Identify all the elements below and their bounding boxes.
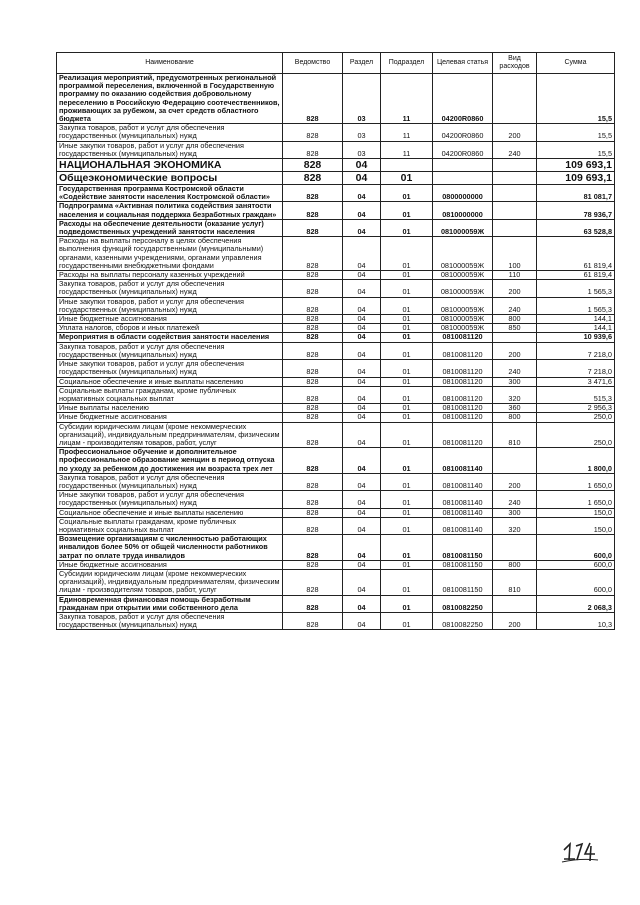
budget-table xyxy=(56,52,615,630)
cell-podrazdel: 01 xyxy=(381,595,433,612)
cell-vr xyxy=(493,595,537,612)
header-podrazdel: Подраздел xyxy=(381,53,433,74)
cell-podrazdel: 01 xyxy=(381,297,433,314)
cell-name: Расходы на выплаты персоналу в целях обеспечения выполнения функций государственными (муниципальными) органами, казенными учреждениями, органами управления государственными внебюджетными фондами xyxy=(57,237,283,271)
cell-vedomstvo: 828 xyxy=(283,560,343,569)
cell-name: Реализация мероприятий, предусмотренных региональной программой переселения, включенной в Государственную программу по оказанию содействия добровольному переселению в Российскую Федерацию соотечественников, проживающих за рубежом, за счет средств областного бюджета xyxy=(57,74,283,124)
table-row xyxy=(57,172,615,185)
cell-podrazdel: 01 xyxy=(381,172,433,185)
cell-csr: 081000059Ж xyxy=(433,297,493,314)
cell-podrazdel: 01 xyxy=(381,413,433,422)
cell-summa: 600,0 xyxy=(537,560,615,569)
cell-podrazdel: 01 xyxy=(381,185,433,202)
cell-summa: 10 939,6 xyxy=(537,333,615,342)
cell-vedomstvo: 828 xyxy=(283,360,343,377)
budget-table-page xyxy=(56,52,614,630)
cell-csr: 0810081150 xyxy=(433,569,493,595)
table-row xyxy=(57,386,615,403)
header-summa: Сумма xyxy=(537,53,615,74)
cell-name: Иные закупки товаров, работ и услуг для обеспечения государственных (муниципальных) нужд xyxy=(57,297,283,314)
cell-csr: 0810081140 xyxy=(433,508,493,517)
cell-csr: 0810081120 xyxy=(433,377,493,386)
cell-razdel: 04 xyxy=(343,172,381,185)
cell-vedomstvo: 828 xyxy=(283,448,343,474)
cell-summa: 1 650,0 xyxy=(537,491,615,508)
table-row xyxy=(57,569,615,595)
cell-name: Социальные выплаты гражданам, кроме публичных нормативных социальных выплат xyxy=(57,517,283,534)
cell-name: Закупка товаров, работ и услуг для обеспечения государственных (муниципальных) нужд xyxy=(57,612,283,629)
cell-razdel: 04 xyxy=(343,508,381,517)
cell-vr: 800 xyxy=(493,315,537,324)
cell-podrazdel: 01 xyxy=(381,560,433,569)
table-body xyxy=(57,74,615,630)
cell-summa: 109 693,1 xyxy=(537,159,615,172)
cell-podrazdel: 01 xyxy=(381,315,433,324)
cell-name: Социальное обеспечение и иные выплаты населению xyxy=(57,377,283,386)
table-row xyxy=(57,159,615,172)
cell-summa: 7 218,0 xyxy=(537,342,615,359)
cell-vedomstvo: 828 xyxy=(283,413,343,422)
cell-csr: 0810081120 xyxy=(433,360,493,377)
cell-podrazdel: 01 xyxy=(381,202,433,219)
cell-name: Закупка товаров, работ и услуг для обеспечения государственных (муниципальных) нужд xyxy=(57,280,283,297)
cell-vedomstvo: 828 xyxy=(283,280,343,297)
cell-csr: 0810081120 xyxy=(433,386,493,403)
table-row xyxy=(57,360,615,377)
cell-name: Иные бюджетные ассигнования xyxy=(57,413,283,422)
table-row xyxy=(57,491,615,508)
cell-csr: 0810081120 xyxy=(433,413,493,422)
cell-podrazdel: 11 xyxy=(381,124,433,141)
cell-vedomstvo: 828 xyxy=(283,342,343,359)
table-row xyxy=(57,333,615,342)
cell-podrazdel: 01 xyxy=(381,491,433,508)
cell-csr: 04200R0860 xyxy=(433,74,493,124)
cell-name: Иные закупки товаров, работ и услуг для обеспечения государственных (муниципальных) нужд xyxy=(57,491,283,508)
cell-vr xyxy=(493,535,537,561)
cell-podrazdel: 01 xyxy=(381,342,433,359)
cell-razdel: 04 xyxy=(343,159,381,172)
cell-razdel: 04 xyxy=(343,404,381,413)
cell-vedomstvo: 828 xyxy=(283,297,343,314)
table-row xyxy=(57,508,615,517)
cell-vr: 360 xyxy=(493,404,537,413)
cell-vedomstvo: 828 xyxy=(283,141,343,158)
cell-vr: 320 xyxy=(493,517,537,534)
cell-vr: 200 xyxy=(493,473,537,490)
cell-name: Общеэкономические вопросы xyxy=(57,172,283,185)
cell-vr: 300 xyxy=(493,377,537,386)
cell-razdel: 04 xyxy=(343,185,381,202)
cell-name: Единовременная финансовая помощь безработным гражданам при открытии ими собственного дела xyxy=(57,595,283,612)
cell-razdel: 04 xyxy=(343,473,381,490)
cell-name: Иные бюджетные ассигнования xyxy=(57,560,283,569)
cell-name: Иные закупки товаров, работ и услуг для обеспечения государственных (муниципальных) нужд xyxy=(57,360,283,377)
cell-summa: 600,0 xyxy=(537,569,615,595)
cell-podrazdel: 01 xyxy=(381,535,433,561)
cell-razdel: 03 xyxy=(343,124,381,141)
cell-summa: 144,1 xyxy=(537,315,615,324)
cell-razdel: 04 xyxy=(343,280,381,297)
cell-vr xyxy=(493,185,537,202)
cell-summa: 61 819,4 xyxy=(537,237,615,271)
cell-razdel: 04 xyxy=(343,271,381,280)
cell-summa: 515,3 xyxy=(537,386,615,403)
cell-razdel: 04 xyxy=(343,448,381,474)
cell-csr: 0810082250 xyxy=(433,595,493,612)
cell-csr: 0810082250 xyxy=(433,612,493,629)
cell-vr xyxy=(493,74,537,124)
cell-podrazdel: 01 xyxy=(381,404,433,413)
cell-vedomstvo: 828 xyxy=(283,74,343,124)
cell-razdel: 04 xyxy=(343,569,381,595)
cell-name: Субсидии юридическим лицам (кроме некоммерческих организаций), индивидуальным предпринимателям, физическим лицам - производителям товаров, работ, услуг xyxy=(57,569,283,595)
cell-summa: 1 565,3 xyxy=(537,280,615,297)
cell-summa: 3 471,6 xyxy=(537,377,615,386)
header-razdel: Раздел xyxy=(343,53,381,74)
cell-name: Социальное обеспечение и иные выплаты населению xyxy=(57,508,283,517)
cell-vedomstvo: 828 xyxy=(283,491,343,508)
cell-podrazdel: 01 xyxy=(381,508,433,517)
cell-vr: 800 xyxy=(493,413,537,422)
cell-csr: 0810081150 xyxy=(433,560,493,569)
cell-summa: 15,5 xyxy=(537,141,615,158)
table-row xyxy=(57,202,615,219)
cell-podrazdel: 01 xyxy=(381,333,433,342)
table-row xyxy=(57,74,615,124)
cell-vedomstvo: 828 xyxy=(283,422,343,448)
table-row xyxy=(57,342,615,359)
cell-razdel: 04 xyxy=(343,517,381,534)
cell-vedomstvo: 828 xyxy=(283,315,343,324)
cell-csr: 04200R0860 xyxy=(433,124,493,141)
cell-csr: 081000059Ж xyxy=(433,324,493,333)
cell-podrazdel: 01 xyxy=(381,377,433,386)
cell-vedomstvo: 828 xyxy=(283,535,343,561)
table-row xyxy=(57,413,615,422)
cell-csr xyxy=(433,159,493,172)
cell-vr xyxy=(493,172,537,185)
cell-vr: 810 xyxy=(493,422,537,448)
header-name: Наименование xyxy=(57,53,283,74)
cell-podrazdel: 01 xyxy=(381,517,433,534)
cell-csr: 081000059Ж xyxy=(433,280,493,297)
cell-csr: 0810081120 xyxy=(433,333,493,342)
cell-vr xyxy=(493,333,537,342)
cell-vr: 240 xyxy=(493,297,537,314)
handwritten-page-number xyxy=(560,838,600,864)
cell-csr: 0810081120 xyxy=(433,422,493,448)
cell-csr: 0810081140 xyxy=(433,448,493,474)
cell-vr: 200 xyxy=(493,612,537,629)
cell-csr: 0810081140 xyxy=(433,491,493,508)
cell-razdel: 04 xyxy=(343,386,381,403)
cell-name: Социальные выплаты гражданам, кроме публичных нормативных социальных выплат xyxy=(57,386,283,403)
table-row xyxy=(57,237,615,271)
table-header-row xyxy=(57,53,615,74)
cell-name: Закупка товаров, работ и услуг для обеспечения государственных (муниципальных) нужд xyxy=(57,124,283,141)
cell-vedomstvo: 828 xyxy=(283,595,343,612)
cell-summa: 150,0 xyxy=(537,508,615,517)
cell-vr: 320 xyxy=(493,386,537,403)
cell-name: Возмещение организациям с численностью работающих инвалидов более 50% от общей численности работников затрат по оплате труда инвалидов xyxy=(57,535,283,561)
table-row xyxy=(57,185,615,202)
cell-vr: 240 xyxy=(493,360,537,377)
cell-csr: 0800000000 xyxy=(433,185,493,202)
cell-podrazdel: 01 xyxy=(381,569,433,595)
cell-vr: 300 xyxy=(493,508,537,517)
cell-name: Иные бюджетные ассигнования xyxy=(57,315,283,324)
cell-summa: 10,3 xyxy=(537,612,615,629)
cell-csr: 081000059Ж xyxy=(433,271,493,280)
cell-csr xyxy=(433,172,493,185)
cell-summa: 600,0 xyxy=(537,535,615,561)
cell-vedomstvo: 828 xyxy=(283,517,343,534)
cell-vr: 810 xyxy=(493,569,537,595)
cell-podrazdel xyxy=(381,159,433,172)
cell-name: Расходы на выплаты персоналу казенных учреждений xyxy=(57,271,283,280)
cell-razdel: 04 xyxy=(343,413,381,422)
cell-vedomstvo: 828 xyxy=(283,202,343,219)
cell-summa: 61 819,4 xyxy=(537,271,615,280)
cell-summa: 78 936,7 xyxy=(537,202,615,219)
cell-csr: 081000059Ж xyxy=(433,237,493,271)
cell-podrazdel: 01 xyxy=(381,237,433,271)
cell-vedomstvo: 828 xyxy=(283,159,343,172)
cell-podrazdel: 01 xyxy=(381,219,433,236)
cell-csr: 081000059Ж xyxy=(433,219,493,236)
cell-podrazdel: 01 xyxy=(381,271,433,280)
cell-name: Расходы на обеспечение деятельности (оказание услуг) подведомственных учреждений занятости населения xyxy=(57,219,283,236)
table-row xyxy=(57,297,615,314)
cell-name: Мероприятия в области содействия занятости населения xyxy=(57,333,283,342)
cell-razdel: 04 xyxy=(343,315,381,324)
cell-name: Субсидии юридическим лицам (кроме некоммерческих организаций), индивидуальным предпринимателям, физическим лицам - производителям товаров, работ, услуг xyxy=(57,422,283,448)
cell-podrazdel: 01 xyxy=(381,612,433,629)
cell-summa: 250,0 xyxy=(537,413,615,422)
cell-vr: 800 xyxy=(493,560,537,569)
table-row xyxy=(57,595,615,612)
cell-vedomstvo: 828 xyxy=(283,237,343,271)
cell-vedomstvo: 828 xyxy=(283,569,343,595)
cell-summa: 2 956,3 xyxy=(537,404,615,413)
cell-name: Закупка товаров, работ и услуг для обеспечения государственных (муниципальных) нужд xyxy=(57,473,283,490)
cell-name: Иные выплаты населению xyxy=(57,404,283,413)
cell-vr xyxy=(493,202,537,219)
cell-vr: 200 xyxy=(493,342,537,359)
cell-summa: 63 528,8 xyxy=(537,219,615,236)
cell-vedomstvo: 828 xyxy=(283,612,343,629)
header-csr: Целевая статья xyxy=(433,53,493,74)
cell-name: Иные закупки товаров, работ и услуг для обеспечения государственных (муниципальных) нужд xyxy=(57,141,283,158)
cell-razdel: 03 xyxy=(343,141,381,158)
cell-podrazdel: 01 xyxy=(381,324,433,333)
cell-razdel: 04 xyxy=(343,202,381,219)
table-row xyxy=(57,448,615,474)
cell-summa: 150,0 xyxy=(537,517,615,534)
cell-razdel: 04 xyxy=(343,612,381,629)
cell-vedomstvo: 828 xyxy=(283,324,343,333)
cell-razdel: 04 xyxy=(343,324,381,333)
cell-podrazdel: 01 xyxy=(381,422,433,448)
cell-vr: 110 xyxy=(493,271,537,280)
cell-razdel: 04 xyxy=(343,560,381,569)
cell-podrazdel: 11 xyxy=(381,141,433,158)
cell-summa: 15,5 xyxy=(537,74,615,124)
cell-vedomstvo: 828 xyxy=(283,185,343,202)
cell-vr xyxy=(493,448,537,474)
cell-csr: 0810081140 xyxy=(433,473,493,490)
cell-summa: 15,5 xyxy=(537,124,615,141)
cell-vedomstvo: 828 xyxy=(283,377,343,386)
cell-summa: 144,1 xyxy=(537,324,615,333)
cell-vedomstvo: 828 xyxy=(283,219,343,236)
cell-summa: 81 081,7 xyxy=(537,185,615,202)
cell-csr: 0810000000 xyxy=(433,202,493,219)
cell-vedomstvo: 828 xyxy=(283,333,343,342)
cell-summa: 109 693,1 xyxy=(537,172,615,185)
table-row xyxy=(57,219,615,236)
cell-vedomstvo: 828 xyxy=(283,386,343,403)
cell-vr xyxy=(493,159,537,172)
cell-summa: 250,0 xyxy=(537,422,615,448)
cell-vedomstvo: 828 xyxy=(283,508,343,517)
cell-razdel: 04 xyxy=(343,535,381,561)
cell-summa: 2 068,3 xyxy=(537,595,615,612)
cell-podrazdel: 01 xyxy=(381,280,433,297)
cell-summa: 1 565,3 xyxy=(537,297,615,314)
table-row xyxy=(57,280,615,297)
table-row xyxy=(57,422,615,448)
cell-vedomstvo: 828 xyxy=(283,271,343,280)
table-row xyxy=(57,473,615,490)
cell-razdel: 04 xyxy=(343,491,381,508)
table-row xyxy=(57,535,615,561)
cell-razdel: 04 xyxy=(343,595,381,612)
table-row xyxy=(57,141,615,158)
cell-vr: 200 xyxy=(493,280,537,297)
cell-csr: 0810081150 xyxy=(433,535,493,561)
header-vr: Вид расходов xyxy=(493,53,537,74)
cell-vr: 240 xyxy=(493,141,537,158)
header-vedomstvo: Ведомство xyxy=(283,53,343,74)
cell-razdel: 03 xyxy=(343,74,381,124)
cell-vr: 100 xyxy=(493,237,537,271)
cell-name: Государственная программа Костромской области «Содействие занятости населения Костромской области» xyxy=(57,185,283,202)
cell-podrazdel: 01 xyxy=(381,448,433,474)
cell-summa: 7 218,0 xyxy=(537,360,615,377)
cell-summa: 1 650,0 xyxy=(537,473,615,490)
cell-csr: 0810081120 xyxy=(433,404,493,413)
cell-name: Закупка товаров, работ и услуг для обеспечения государственных (муниципальных) нужд xyxy=(57,342,283,359)
cell-podrazdel: 11 xyxy=(381,74,433,124)
cell-name: Подпрограмма «Активная политика содействия занятости населения и социальная поддержка безработных граждан» xyxy=(57,202,283,219)
cell-razdel: 04 xyxy=(343,237,381,271)
cell-razdel: 04 xyxy=(343,377,381,386)
cell-vedomstvo: 828 xyxy=(283,404,343,413)
cell-name: Профессиональное обучение и дополнительное профессиональное образование женщин в период отпуска по уходу за ребенком до достижения им возраста трех лет xyxy=(57,448,283,474)
cell-vedomstvo: 828 xyxy=(283,124,343,141)
cell-podrazdel: 01 xyxy=(381,386,433,403)
cell-csr: 0810081120 xyxy=(433,342,493,359)
cell-vr xyxy=(493,219,537,236)
cell-vedomstvo: 828 xyxy=(283,172,343,185)
cell-name: НАЦИОНАЛЬНАЯ ЭКОНОМИКА xyxy=(57,159,283,172)
cell-razdel: 04 xyxy=(343,360,381,377)
cell-vedomstvo: 828 xyxy=(283,473,343,490)
cell-csr: 04200R0860 xyxy=(433,141,493,158)
table-row xyxy=(57,517,615,534)
cell-name: Уплата налогов, сборов и иных платежей xyxy=(57,324,283,333)
cell-podrazdel: 01 xyxy=(381,473,433,490)
table-row xyxy=(57,612,615,629)
cell-razdel: 04 xyxy=(343,297,381,314)
cell-vr: 850 xyxy=(493,324,537,333)
cell-podrazdel: 01 xyxy=(381,360,433,377)
cell-summa: 1 800,0 xyxy=(537,448,615,474)
cell-razdel: 04 xyxy=(343,219,381,236)
table-row xyxy=(57,377,615,386)
cell-razdel: 04 xyxy=(343,333,381,342)
cell-razdel: 04 xyxy=(343,342,381,359)
cell-csr: 0810081140 xyxy=(433,517,493,534)
cell-razdel: 04 xyxy=(343,422,381,448)
cell-vr: 240 xyxy=(493,491,537,508)
table-row xyxy=(57,124,615,141)
cell-csr: 081000059Ж xyxy=(433,315,493,324)
cell-vr: 200 xyxy=(493,124,537,141)
